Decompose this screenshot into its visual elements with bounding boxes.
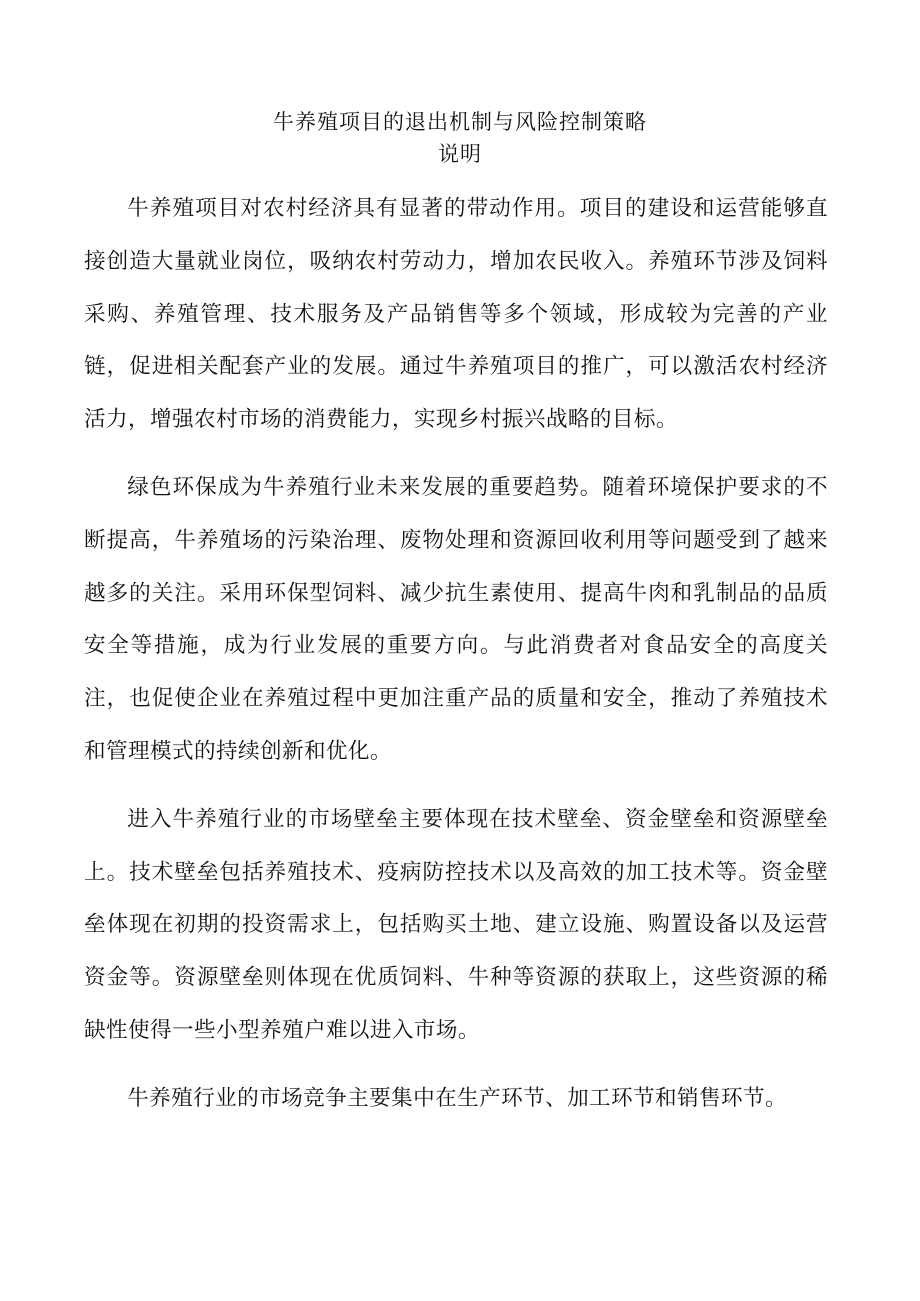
paragraph: 牛养殖项目对农村经济具有显著的带动作用。项目的建设和运营能够直接创造大量就业岗位，吸纳农村劳动力，增加农民收入。养殖环节涉及饲料采购、养殖管理、技术服务及产品销售等多个领域，形成较为完善的产业链，促进相关配套产业的发展。通过牛养殖项目的推广，可以激活农村经济活力，增强农村市场的消费能力，实现乡村振兴战略的目标。: [84, 196, 828, 433]
paragraph: 绿色环保成为牛养殖行业未来发展的重要趋势。随着环境保护要求的不断提高，牛养殖场的污染治理、废物处理和资源回收利用等问题受到了越来越多的关注。采用环保型饲料、减少抗生素使用、提高牛肉和乳制品的品质安全等措施，成为行业发展的重要方向。与此消费者对食品安全的高度关注，也促使企业在养殖过程中更加注重产品的质量和安全，推动了养殖技术和管理模式的持续创新和优化。: [84, 474, 828, 764]
document-title: 牛养殖项目的退出机制与风险控制策略: [273, 110, 647, 134]
document-body: [84, 183, 828, 1141]
paragraph: 牛养殖行业的市场竞争主要集中在生产环节、加工环节和销售环节。: [127, 1085, 788, 1111]
document-subtitle: 说明: [438, 142, 482, 166]
paragraph: 进入牛养殖行业的市场壁垒主要体现在技术壁垒、资金壁垒和资源壁垒上。技术壁垒包括养殖技术、疫病防控技术以及高效的加工技术等。资金壁垒体现在初期的投资需求上，包括购买土地、建立设施、购置设备以及运营资金等。资源壁垒则体现在优质饲料、牛种等资源的获取上，这些资源的稀缺性使得一些小型养殖户难以进入市场。: [84, 806, 828, 1043]
